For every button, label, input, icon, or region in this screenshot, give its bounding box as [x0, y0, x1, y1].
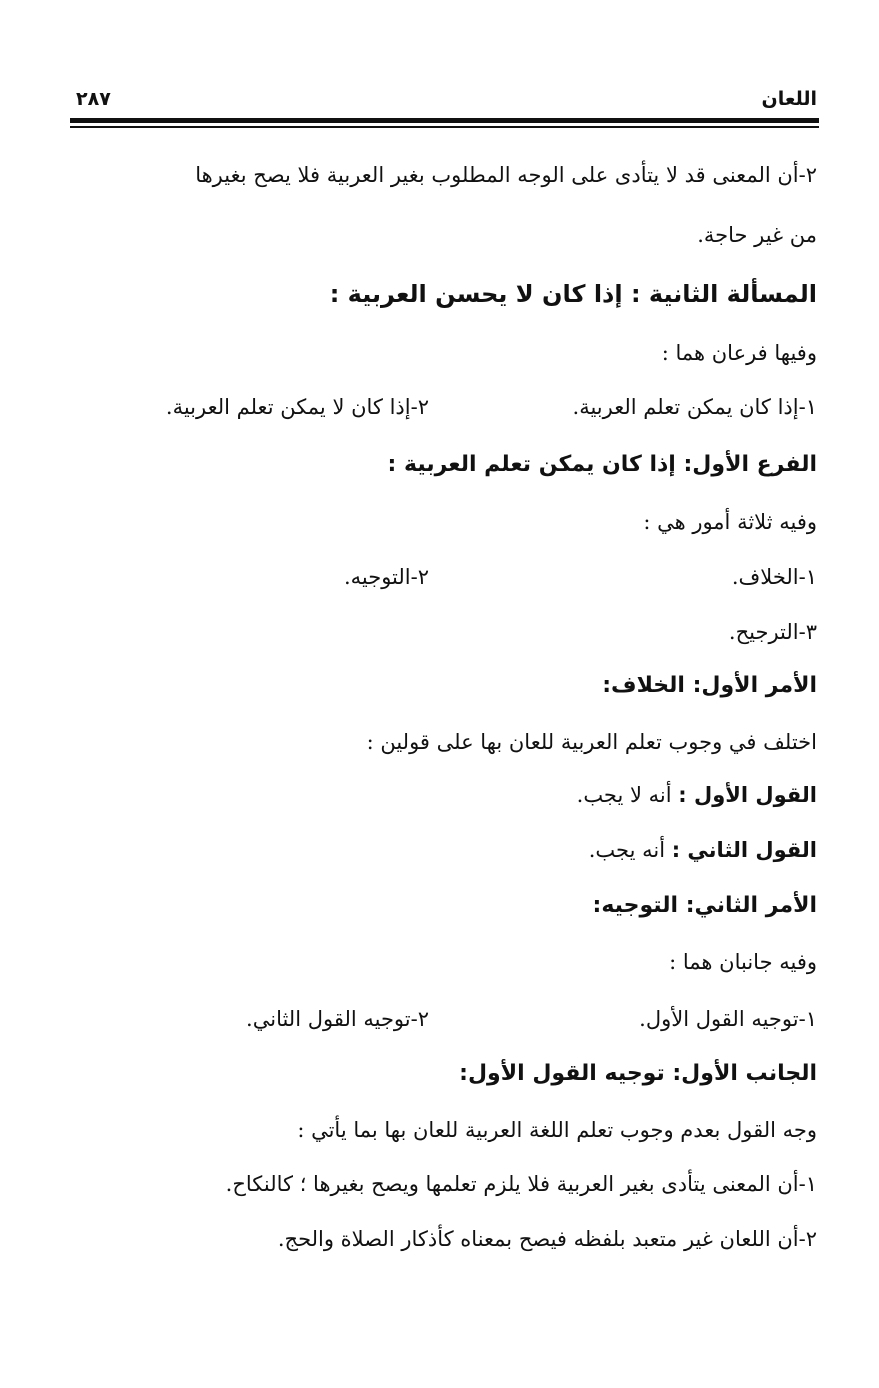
body-line: وفيه ثلاثة أمور هي :: [643, 510, 817, 534]
body-line: من غير حاجة.: [697, 223, 817, 247]
opinion-text: أنه يجب.: [588, 838, 672, 862]
subsection-heading: الأمر الأول: الخلاف:: [602, 673, 817, 698]
subsection-heading: الأمر الثاني: التوجيه:: [592, 893, 817, 918]
header-rule-thin: [70, 126, 819, 128]
opinion-label: القول الثاني :: [671, 838, 817, 862]
opinion-text: أنه لا يجب.: [576, 783, 679, 807]
section-heading: المسألة الثانية : إذا كان لا يحسن العربية :: [329, 280, 817, 308]
list-item: ١-إذا كان يمكن تعلم العربية.: [572, 395, 817, 419]
body-line: وجه القول بعدم وجوب تعلم اللغة العربية للعان بها بما يأتي :: [297, 1118, 817, 1142]
body-line: ١-أن المعنى يتأدى بغير العربية فلا يلزم تعلمها ويصح بغيرها ؛ كالنكاح.: [225, 1172, 817, 1196]
body-line: وفيه جانبان هما :: [669, 950, 817, 974]
running-header-title: اللعان: [761, 88, 817, 110]
opinion-label: القول الأول :: [678, 783, 817, 807]
body-line: ٢-أن اللعان غير متعبد بلفظه فيصح بمعناه كأذكار الصلاة والحج.: [277, 1227, 817, 1251]
list-item: ٢-التوجيه.: [343, 565, 429, 589]
list-item: ١-الخلاف.: [731, 565, 817, 589]
body-line: وفيها فرعان هما :: [661, 341, 817, 365]
header-rule-thick: [70, 118, 819, 123]
opinion-line: [589, 838, 817, 863]
list-item: ٢-توجيه القول الثاني.: [246, 1007, 429, 1031]
subsection-heading: الجانب الأول: توجيه القول الأول:: [459, 1061, 817, 1086]
list-item: ٣-الترجيح.: [728, 620, 817, 644]
body-line: ٢-أن المعنى قد لا يتأدى على الوجه المطلوب بغير العربية فلا يصح بغيرها: [195, 163, 817, 187]
subsection-heading: الفرع الأول: إذا كان يمكن تعلم العربية :: [387, 452, 817, 477]
list-item: ٢-إذا كان لا يمكن تعلم العربية.: [165, 395, 429, 419]
body-line: اختلف في وجوب تعلم العربية للعان بها على قولين :: [366, 730, 817, 754]
page-number: ٢٨٧: [76, 88, 111, 110]
opinion-line: [577, 783, 817, 808]
list-item: ١-توجيه القول الأول.: [639, 1007, 817, 1031]
